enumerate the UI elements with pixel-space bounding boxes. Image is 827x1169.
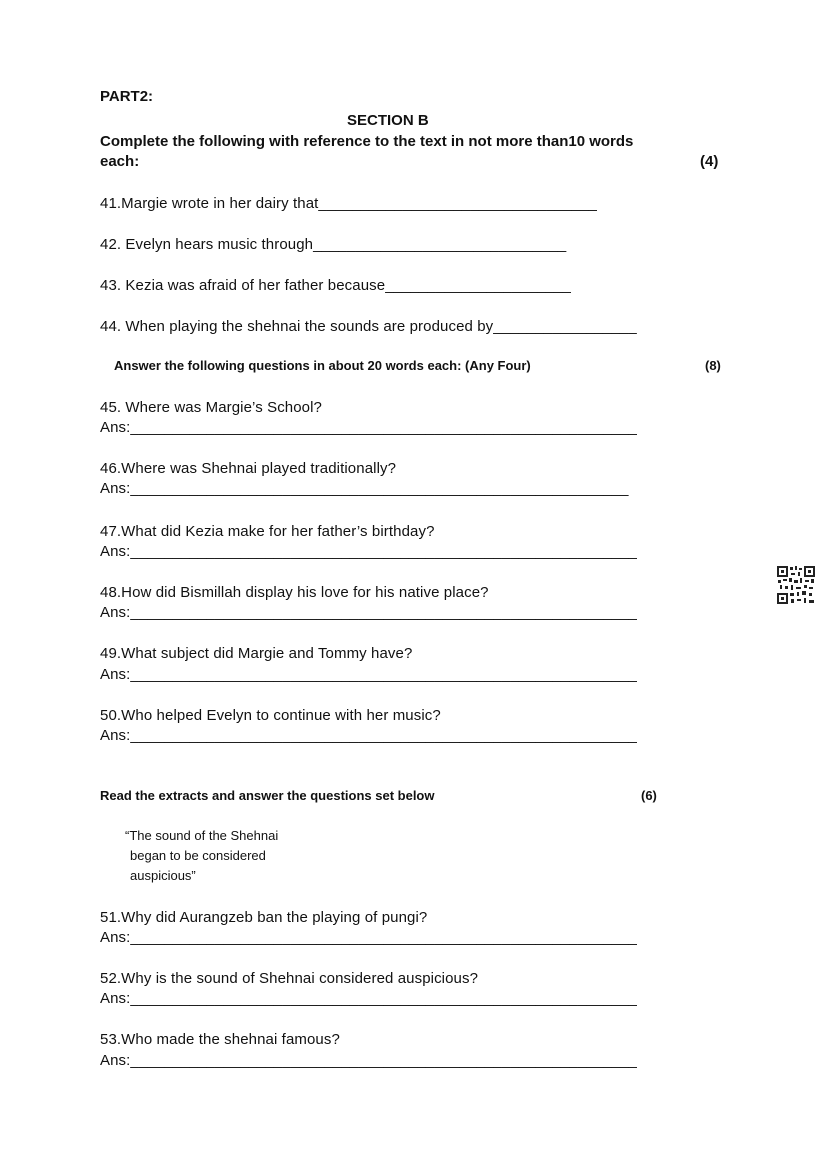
marks-section-3: (6) <box>641 788 657 803</box>
question-50: 50.Who helped Evelyn to continue with her music? <box>100 707 441 724</box>
answer-line-52: Ans:____________________________________________________________ <box>100 990 637 1007</box>
qr-code-icon <box>776 565 816 605</box>
instruction-line-1: Complete the following with reference to the text in not more than10 words <box>100 133 634 150</box>
question-41: 41.Margie wrote in her dairy that_________________________________ <box>100 195 597 212</box>
section-title: SECTION B <box>347 112 429 129</box>
question-52: 52.Why is the sound of Shehnai considered auspicious? <box>100 970 479 987</box>
marks-section-1: (4) <box>700 153 719 170</box>
answer-line-48: Ans:____________________________________________________________ <box>100 604 637 621</box>
question-48: 48.How did Bismillah display his love for his native place? <box>100 584 489 601</box>
extract-instruction: Read the extracts and answer the questions set below <box>100 788 435 803</box>
question-43: 43. Kezia was afraid of her father because______________________ <box>100 277 571 294</box>
answer-line-51: Ans:____________________________________________________________ <box>100 929 637 946</box>
question-42: 42. Evelyn hears music through______________________________ <box>100 236 567 253</box>
answer-line-53: Ans:____________________________________________________________ <box>100 1052 637 1069</box>
short-answer-instruction: Answer the following questions in about 20 words each: (Any Four) <box>114 358 531 373</box>
answer-line-46: Ans:___________________________________________________________ <box>100 480 629 497</box>
question-46: 46.Where was Shehnai played traditionally? <box>100 460 397 477</box>
marks-section-2: (8) <box>705 358 721 373</box>
answer-line-50: Ans:____________________________________________________________ <box>100 727 637 744</box>
extract-line-2: began to be considered <box>130 848 266 863</box>
extract-line-1: “The sound of the Shehnai <box>125 828 279 843</box>
part-title: PART2: <box>100 88 154 105</box>
answer-line-45: Ans:____________________________________________________________ <box>100 419 637 436</box>
instruction-line-2: each: <box>100 153 140 170</box>
question-47: 47.What did Kezia make for her father’s birthday? <box>100 523 435 540</box>
question-51: 51.Why did Aurangzeb ban the playing of pungi? <box>100 909 428 926</box>
answer-line-49: Ans:____________________________________________________________ <box>100 666 637 683</box>
question-45: 45. Where was Margie’s School? <box>100 399 322 416</box>
extract-line-3: auspicious” <box>130 868 196 883</box>
question-53: 53.Who made the shehnai famous? <box>100 1031 340 1048</box>
question-49: 49.What subject did Margie and Tommy have? <box>100 645 413 662</box>
question-44: 44. When playing the shehnai the sounds are produced by_________________ <box>100 318 637 335</box>
answer-line-47: Ans:____________________________________________________________ <box>100 543 637 560</box>
